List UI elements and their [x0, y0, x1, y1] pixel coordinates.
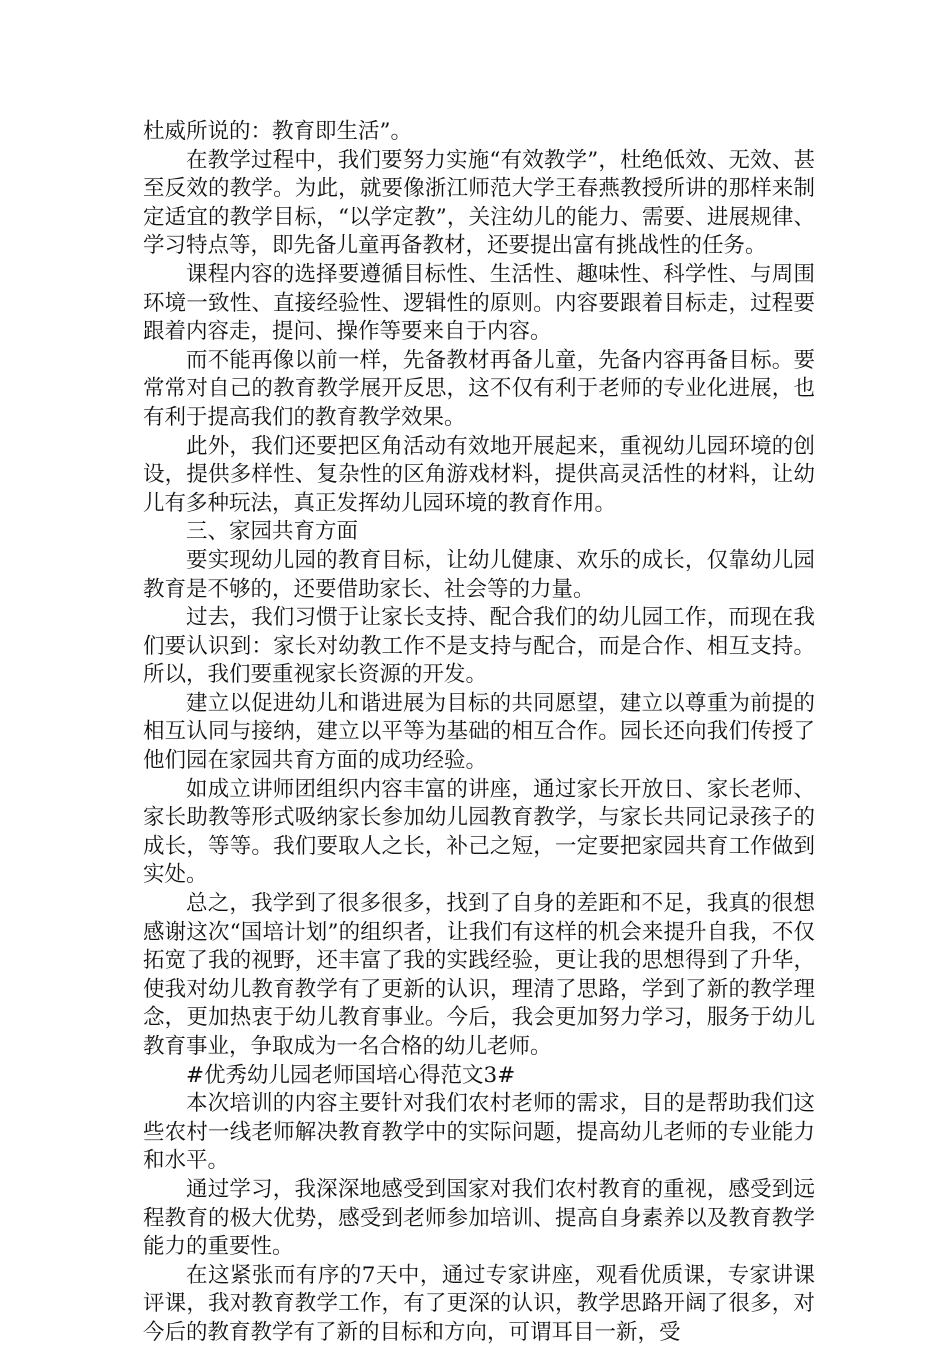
paragraph: 此外，我们还要把区角活动有效地开展起来，重视幼儿园环境的创设，提供多样性、复杂性的区角游戏材料，提供高灵活性的材料，让幼儿有多种玩法，真正发挥幼儿园环境的教育作用。 — [143, 433, 815, 516]
paragraph: 课程内容的选择要遵循目标性、生活性、趣味性、科学性、与周围环境一致性、直接经验性、逻辑性的原则。内容要跟着目标走，过程要跟着内容走，提问、操作等要来自于内容。 — [143, 261, 815, 345]
paragraph: 通过学习，我深深地感受到国家对我们农村教育的重视，感受到远程教育的极大优势，感受到老师参加培训、提高自身素养以及教育教学能力的重要性。 — [143, 1176, 815, 1260]
paragraph: 过去，我们习惯于让家长支持、配合我们的幼儿园工作，而现在我们要认识到：家长对幼教工作不是支持与配合，而是合作、相互支持。所以，我们要重视家长资源的开发。 — [143, 605, 815, 688]
paragraph: 如成立讲师团组织内容丰富的讲座，通过家长开放日、家长老师、家长助教等形式吸纳家长参加幼儿园教育教学，与家长共同记录孩子的成长，等等。我们要取人之长，补己之短，一定要把家园共育工作做到实处。 — [143, 776, 815, 888]
paragraph: 本次培训的内容主要针对我们农村老师的需求，目的是帮助我们这些农村一线老师解决教育教学中的实际问题，提高幼儿老师的专业能力和水平。 — [143, 1091, 815, 1174]
paragraph: 总之，我学到了很多很多，找到了自身的差距和不足，我真的很想感谢这次“国培计划”的组织者，让我们有这样的机会来提升自我，不仅拓宽了我的视野，还丰富了我的实践经验，更让我的思想得到了升华，使我对幼儿教育教学有了更新的认识，理清了思路，学到了新的教学理念，更加热衷于幼儿教育事业。今后，我会更加努力学习，服务于幼儿教育事业，争取成为一名合格的幼儿老师。 — [143, 891, 815, 1059]
paragraph: 在这紧张而有序的7天中，通过专家讲座，观看优质课，专家讲课评课，我对教育教学工作，有了更深的认识，教学思路开阔了很多，对今后的教育教学有了新的目标和方向，可谓耳目一新，受 — [143, 1262, 815, 1345]
document-body — [143, 118, 815, 1348]
paragraph: 要实现幼儿园的教育目标，让幼儿健康、欢乐的成长，仅靠幼儿园教育是不够的，还要借助家长、社会等的力量。 — [143, 547, 815, 602]
paragraph: 杜威所说的：教育即生活”。 — [143, 119, 412, 144]
paragraph: 在教学过程中，我们要努力实施“有效教学”，杜绝低效、无效、甚至反效的教学。为此，就要像浙江师范大学王春燕教授所讲的那样来制定适宜的教学目标，“以学定教”，关注幼儿的能力、需要、进展规律、学习特点等，即先备儿童再备教材，还要提出富有挑战性的任务。 — [143, 147, 815, 259]
section-heading: 三、家园共育方面 — [186, 519, 359, 545]
paragraph: 建立以促进幼儿和谐进展为目标的共同愿望，建立以尊重为前提的相互认同与接纳，建立以平等为基础的相互合作。园长还向我们传授了他们园在家园共育方面的成功经验。 — [143, 690, 815, 774]
article-heading: #优秀幼儿园老师国培心得范文3# — [186, 1062, 516, 1088]
paragraph: 而不能再像以前一样，先备教材再备儿童，先备内容再备目标。要常常对自己的教育教学展开反思，这不仅有利于老师的专业化进展，也有利于提高我们的教育教学效果。 — [143, 347, 815, 430]
